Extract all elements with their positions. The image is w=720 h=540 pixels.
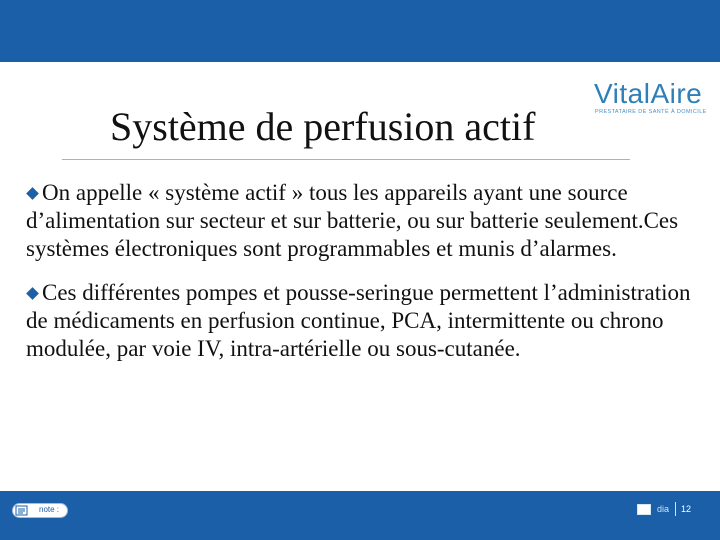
footer-separator (675, 502, 676, 516)
logo-tagline: PRESTATAIRE DE SANTÉ À DOMICILE (595, 109, 707, 115)
diamond-bullet-icon (26, 187, 39, 200)
note-button[interactable] (12, 503, 68, 518)
note-pad-icon (15, 505, 29, 516)
note-label: note : (39, 505, 60, 514)
logo-wordmark: VitalAire (594, 78, 703, 109)
slide-body (26, 179, 696, 379)
footer-band (0, 491, 720, 540)
page-number: 12 (681, 504, 692, 514)
slide-label: dia (657, 504, 670, 514)
bullet-paragraph-1 (26, 179, 696, 263)
slide-title: Système de perfusion actif (110, 104, 536, 149)
vitalaire-logo (590, 78, 710, 118)
bullet-paragraph-2 (26, 279, 696, 363)
paragraph-1-text: On appelle « système actif » tous les appareils ayant une source d’alimentation sur secteur et sur batterie, ou sur batterie seulement.Ces systèmes électroniques sont programmables et munis d’alarmes. (26, 180, 679, 261)
title-divider (62, 159, 630, 160)
paragraph-2-text: Ces différentes pompes et pousse-seringue permettent l’administration de médicaments en perfusion continue, PCA, intermittente ou chrono modulée, par voie IV, intra-artérielle ou sous-cutanée. (26, 280, 691, 361)
screen-icon[interactable] (637, 504, 651, 515)
diamond-bullet-icon (26, 287, 39, 300)
header-band (0, 0, 720, 62)
